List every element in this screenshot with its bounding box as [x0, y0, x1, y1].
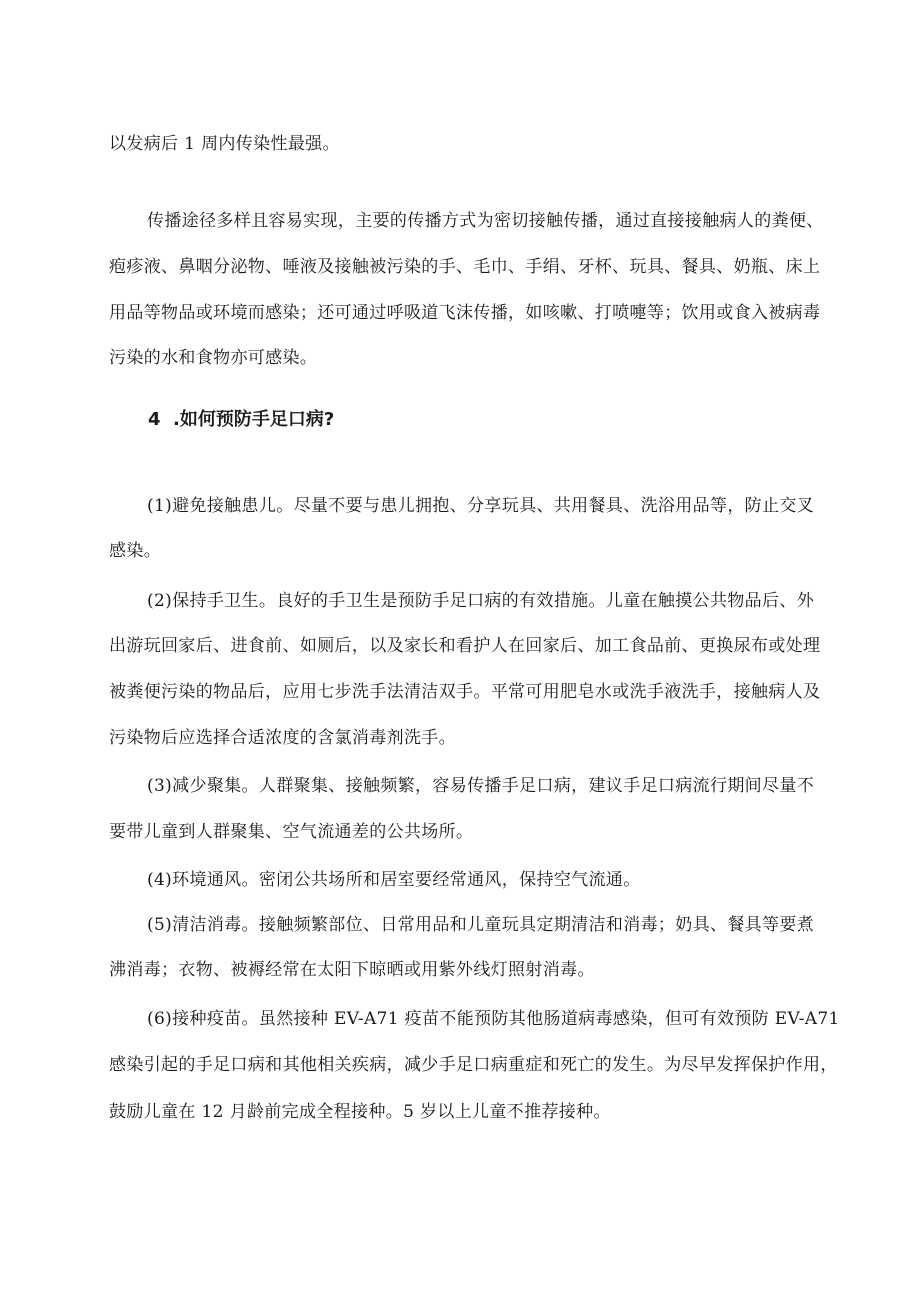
measure-line: 鼓励儿童在 12 月龄前完成全程接种。5 岁以上儿童不推荐接种。	[109, 1102, 611, 1122]
intro-line: 以发病后 1 周内传染性最强。	[109, 134, 340, 154]
measure-line: (2)保持手卫生。良好的手卫生是预防手足口病的有效措施。儿童在触摸公共物品后、外	[147, 591, 815, 611]
measure-line: (3)减少聚集。人群聚集、接触频繁，容易传播手足口病，建议手足口病流行期间尽量不	[147, 776, 815, 796]
measure-line: 感染。	[109, 541, 162, 561]
measure-line: (4)环境通风。密闭公共场所和居室要经常通风，保持空气流通。	[147, 870, 641, 890]
measure-line: 被粪便污染的物品后，应用七步洗手法清洁双手。平常可用肥皂水或洗手液洗手，接触病人及	[109, 682, 821, 702]
measure-line: (5)清洁消毒。接触频繁部位、日常用品和儿童玩具定期清洁和消毒；奶具、餐具等要煮	[147, 915, 815, 935]
section-heading: 4 .如何预防手足口病?	[148, 409, 335, 430]
transmission-line: 用品等物品或环境而感染；还可通过呼吸道飞沫传播，如咳嗽、打喷嚏等；饮用或食入被病毒	[109, 303, 821, 323]
transmission-line: 疱疹液、鼻咽分泌物、唾液及接触被污染的手、毛巾、手绢、牙杯、玩具、餐具、奶瓶、床上	[109, 257, 821, 277]
measure-line: 污染物后应选择合适浓度的含氯消毒剂洗手。	[109, 728, 456, 748]
measure-line: 沸消毒；衣物、被褥经常在太阳下晾晒或用紫外线灯照射消毒。	[109, 960, 595, 980]
measure-line: 出游玩回家后、进食前、如厕后，以及家长和看护人在回家后、加工食品前、更换尿布或处理	[109, 636, 821, 656]
measure-line: (6)接种疫苗。虽然接种 EV-A71 疫苗不能预防其他肠道病毒感染，但可有效预防 EV-A71	[147, 1009, 840, 1029]
measure-line: 要带儿童到人群聚集、空气流通差的公共场所。	[109, 822, 474, 842]
transmission-line: 传播途径多样且容易实现，主要的传播方式为密切接触传播，通过直接接触病人的粪便、	[147, 211, 824, 231]
measure-line: 感染引起的手足口病和其他相关疾病，减少手足口病重症和死亡的发生。为尽早发挥保护作用，	[109, 1055, 838, 1075]
measure-line: (1)避免接触患儿。尽量不要与患儿拥抱、分享玩具、共用餐具、洗浴用品等，防止交叉	[147, 496, 815, 516]
transmission-line: 污染的水和食物亦可感染。	[109, 348, 318, 368]
